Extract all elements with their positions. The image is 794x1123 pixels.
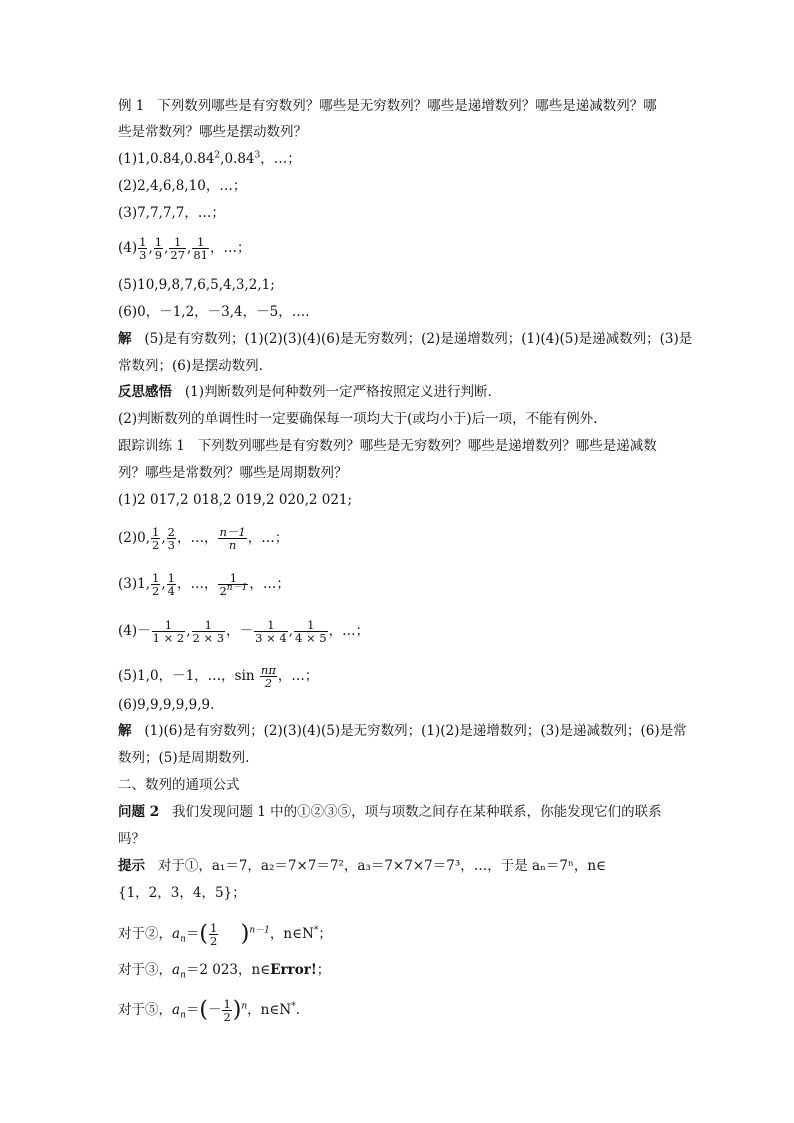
example1-question-line2: 些是常数列？哪些是摆动数列？ — [118, 124, 307, 140]
fraction: $\frac{1}{81}$ — [193, 235, 208, 262]
answer2-line2: 数列；(5)是周期数列. — [118, 750, 250, 766]
answer1-line1: 解 (5)是有穷数列；(1)(2)(3)(4)(6)是无穷数列；(2)是递增数列；(1)(4)(5)是递减数列；(3)是 — [118, 331, 693, 347]
example1-item6: (6)0，－1,2，－3,4，－5，…. — [118, 304, 310, 320]
fraction: $\frac{1}{4 \times 5}$ — [295, 618, 327, 645]
fraction: $\frac{1}{2^{n-1}}$ — [219, 571, 248, 598]
answer2-line1: 解 (1)(6)是有穷数列；(2)(3)(4)(5)是无穷数列；(1)(2)是递增数列；(3)是递减数列；(6)是常 — [118, 723, 687, 739]
practice1-item6: (6)9,9,9,9,9,9. — [118, 697, 215, 713]
fraction: $\frac{1}{2 \times 3}$ — [192, 618, 225, 645]
fraction: $\frac{n\pi}{2}$ — [260, 663, 276, 690]
fraction: $\frac{n-1}{n}$ — [219, 525, 246, 552]
reflection-label: 反思感悟 — [118, 384, 172, 400]
right-paren-icon: ) — [240, 921, 250, 947]
practice1-item4: (4)－ $\frac{1}{1 \times 2}$ , $\frac{1}{2 \times 3}$ ，－ $\frac{1}{3 \times 4}$ , $\frac{1}{4 \times 5}$ ，…； — [118, 618, 370, 645]
practice1-item3: (3)1, $\frac{1}{2}$ , $\frac{1}{4}$ ，…， $\frac{1}{2^{n-1}}$ ，…； — [118, 571, 290, 598]
example1-item1: (1)1,0.84,0.84$^2$,0.84$^3$，…； — [118, 150, 301, 167]
fraction: $\frac{1}{27}$ — [170, 235, 186, 262]
left-paren-icon: ( — [199, 997, 208, 1023]
fraction: $\frac{1}{2}$ — [152, 571, 160, 598]
fraction: $\frac{1}{2}$ — [152, 525, 160, 552]
right-paren-icon: ) — [232, 997, 242, 1023]
practice1-item1: (1)2 017,2 018,2 019,2 020,2 021; — [118, 492, 353, 508]
example1-title: 例 1 — [118, 98, 145, 114]
fraction: $\frac{1}{3 \times 4}$ — [255, 618, 287, 645]
example1-question-text: 下列数列哪些是有穷数列？哪些是无穷数列？哪些是递增数列？哪些是递减数列？哪 — [157, 98, 657, 114]
answer2-label: 解 — [118, 723, 132, 739]
question2-line1: 问题 2 我们发现问题 1 中的①②③⑤，项与项数之间存在某种联系，你能发现它们的联系 — [118, 804, 662, 820]
left-paren-icon: ( — [199, 921, 208, 947]
answer1-line2: 常数列；(6)是摆动数列. — [118, 358, 263, 374]
fraction: $\frac{1}{2}$ — [209, 921, 218, 948]
fraction: $\frac{2}{3}$ — [167, 525, 175, 552]
answer1-label: 解 — [118, 331, 132, 347]
example1-item3: (3)7,7,7,7，…； — [118, 205, 225, 221]
fraction: $\frac{1}{2}$ — [223, 997, 231, 1024]
hint-label: 提示 — [118, 858, 145, 874]
reflection-line2: (2)判断数列的单调性时一定要确保每一项均大于(或均小于)后一项，不能有例外. — [118, 411, 598, 427]
fraction: $\frac{1}{9}$ — [154, 235, 163, 262]
example1-item2: (2)2,4,6,8,10，…； — [118, 178, 247, 194]
hint-line4: 对于③，$a_n=2$ 023，n∈Error!； — [118, 962, 331, 981]
hint-line2: {1，2，3，4，5}； — [118, 885, 246, 901]
section-heading: 二、数列的通项公式 — [118, 777, 240, 793]
practice1-line2: 列？哪些是常数列？哪些是周期数列？ — [118, 465, 348, 481]
practice1-item2: (2)0, $\frac{1}{2}$ , $\frac{2}{3}$ ，…， $\frac{n-1}{n}$ ，…； — [118, 525, 289, 552]
question2-line2: 吗？ — [118, 831, 145, 847]
hint-line3: 对于②，$a_n=$( $\frac{1}{2}$ )$^{n-1}$，n∈N*； — [118, 921, 332, 948]
reflection-line1: 反思感悟 (1)判断数列是何种数列一定严格按照定义进行判断. — [118, 384, 492, 400]
error-text: Error! — [270, 962, 317, 978]
fraction: $\frac{1}{3}$ — [139, 235, 147, 262]
question2-label: 问题 2 — [118, 804, 160, 820]
example1-item4: (4) $\frac{1}{3}$ , $\frac{1}{9}$ , $\frac{1}{27}$ , $\frac{1}{81}$ ，…； — [118, 235, 251, 262]
hint-line5: 对于⑤，$a_n=(-$ $\frac{1}{2}$ )$^n$，n∈N*. — [118, 997, 300, 1024]
practice1-title: 跟踪训练 1 — [118, 438, 185, 454]
fraction: $\frac{1}{1 \times 2}$ — [152, 618, 185, 645]
hint-line1: 提示 对于①，a₁＝7，a₂＝7×7＝7²，a₃＝7×7×7＝7³，…，于是 aₙ＝7ⁿ，n∈ — [118, 858, 607, 874]
practice1-item5: (5)1,0，－1，…，sin $\frac{n\pi}{2}$ ，…； — [118, 663, 319, 690]
fraction: $\frac{1}{4}$ — [167, 571, 175, 598]
example1-item5: (5)10,9,8,7,6,5,4,3,2,1; — [118, 277, 275, 293]
practice1-line1: 跟踪训练 1 下列数列哪些是有穷数列？哪些是无穷数列？哪些是递增数列？哪些是递减数 — [118, 438, 657, 454]
example1-question-line1 — [118, 97, 657, 115]
